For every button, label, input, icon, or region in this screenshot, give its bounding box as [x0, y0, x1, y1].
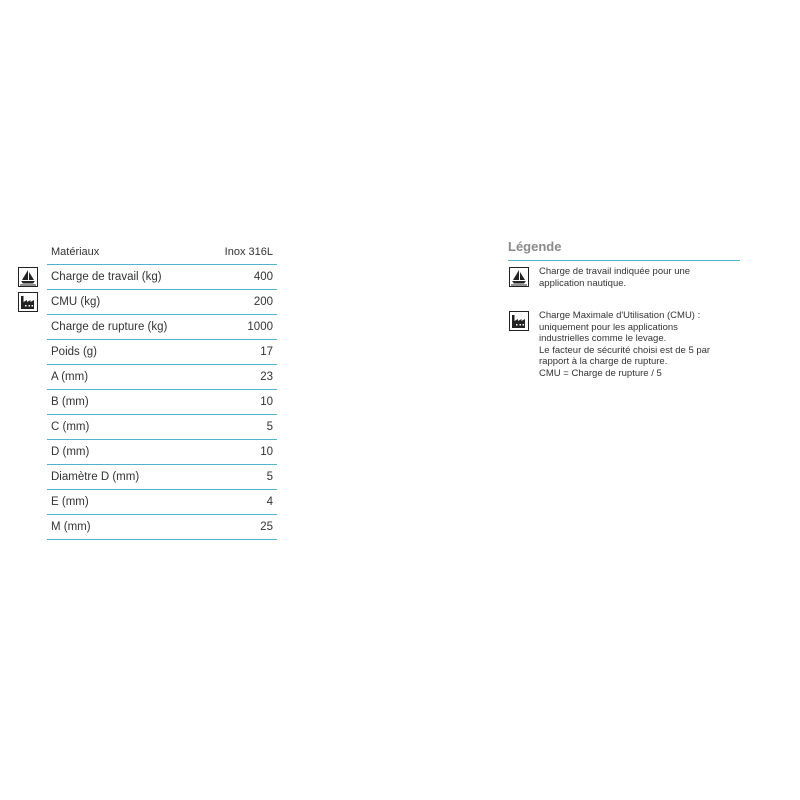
spec-value: 23 [260, 371, 273, 383]
spec-value: 5 [266, 471, 273, 483]
spec-value: 5 [266, 421, 273, 433]
spec-label: A (mm) [51, 371, 89, 383]
spec-label: Diamètre D (mm) [51, 471, 140, 483]
spec-label: CMU (kg) [51, 296, 101, 308]
legend-line: Le facteur de sécurité choisi est de 5 par [539, 344, 711, 356]
spec-row-diameter-d [47, 465, 277, 490]
spec-row-e [47, 490, 277, 515]
spec-value: 25 [260, 521, 273, 533]
sailboat-icon [18, 267, 38, 287]
spec-value: Inox 316L [224, 246, 273, 258]
spec-table [47, 240, 277, 540]
sailboat-icon [509, 267, 529, 287]
legend-line: Charge de travail indiquée pour une [539, 266, 691, 277]
spec-value: 400 [253, 271, 273, 283]
spec-row-working-load [47, 265, 277, 290]
spec-label: B (mm) [51, 396, 89, 408]
spec-label: D (mm) [51, 446, 90, 458]
spec-row-b [47, 390, 277, 415]
spec-label: M (mm) [51, 521, 91, 533]
legend [508, 238, 740, 379]
spec-label: C (mm) [51, 421, 90, 433]
spec-label: Charge de travail (kg) [51, 271, 162, 283]
spec-value: 1000 [247, 321, 273, 333]
legend-line: application nautique. [539, 277, 627, 289]
spec-label: E (mm) [51, 496, 89, 508]
legend-line: Charge Maximale d'Utilisation (CMU) : [539, 310, 701, 321]
legend-line: rapport à la charge de rupture. [539, 356, 668, 367]
spec-value: 4 [266, 496, 273, 508]
legend-title: Légende [508, 238, 740, 261]
spec-value: 10 [260, 396, 273, 408]
legend-text [539, 266, 740, 289]
spec-table-header [47, 240, 277, 265]
spec-row-weight [47, 340, 277, 365]
legend-line: CMU = Charge de rupture / 5 [539, 367, 662, 379]
spec-label: Matériaux [51, 246, 100, 258]
spec-row-m [47, 515, 277, 540]
legend-item-industrial [508, 310, 740, 379]
spec-value: 17 [260, 346, 273, 358]
spec-value: 10 [260, 446, 273, 458]
legend-line: industrielles comme le levage. [539, 333, 667, 344]
spec-row-a [47, 365, 277, 390]
factory-icon [509, 311, 529, 331]
spec-label: Poids (g) [51, 346, 98, 358]
legend-item-nautical [508, 266, 740, 289]
spec-row-c [47, 415, 277, 440]
spec-row-cmu [47, 290, 277, 315]
factory-icon [18, 292, 38, 312]
spec-value: 200 [253, 296, 273, 308]
spec-label: Charge de rupture (kg) [51, 321, 168, 333]
legend-text [539, 310, 740, 379]
spec-row-d [47, 440, 277, 465]
legend-line: uniquement pour les applications [539, 321, 678, 333]
spec-row-breaking-load [47, 315, 277, 340]
